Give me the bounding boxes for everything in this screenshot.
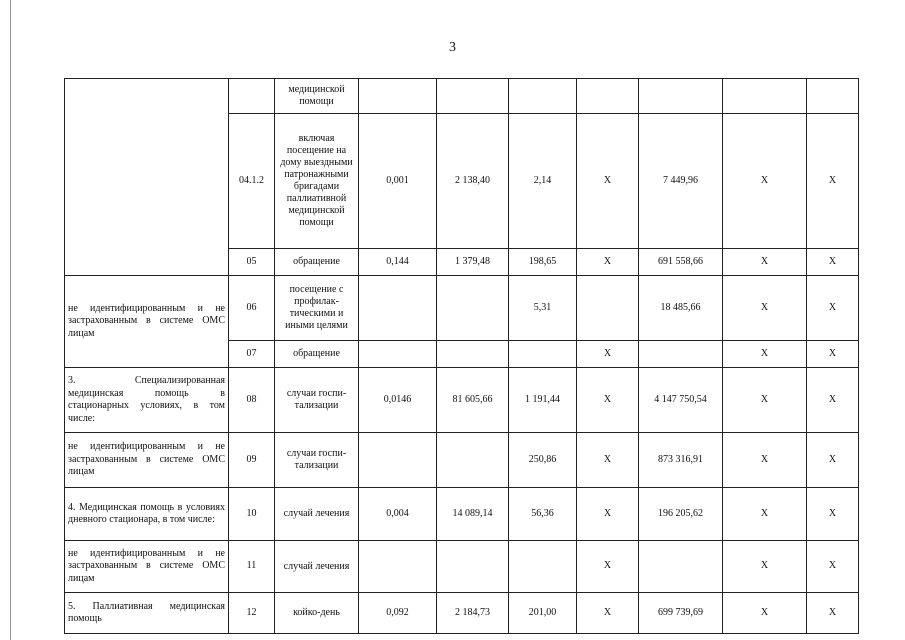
row-norm-cell <box>359 433 437 488</box>
row-x3-cell: X <box>807 593 859 634</box>
row-total-cell: 196 205,62 <box>639 488 723 541</box>
row-total-cell <box>639 341 723 368</box>
row-x2-cell: X <box>723 368 807 433</box>
row-unit-cell: случай лечения <box>275 488 359 541</box>
row-x3-cell: X <box>807 276 859 341</box>
financing-table <box>64 78 859 634</box>
row-x3-cell: X <box>807 433 859 488</box>
row-name-cell: 5. Паллиативная медицинская помощь <box>65 593 229 634</box>
row-total-cell: 699 739,69 <box>639 593 723 634</box>
page-number: 3 <box>449 40 456 55</box>
row-sum-cell: 5,31 <box>509 276 577 341</box>
table-row <box>65 433 859 488</box>
row-code-cell: 09 <box>229 433 275 488</box>
table-row <box>65 488 859 541</box>
row-name-cell: не идентифицированным и не застрахованным в системе ОМС лицам <box>65 276 229 368</box>
row-x2-cell: X <box>723 341 807 368</box>
row-name-cell <box>65 79 229 276</box>
row-name-cell: не идентифицированным и не застрахованным в системе ОМС лицам <box>65 433 229 488</box>
row-cost-cell <box>437 433 509 488</box>
row-cost-cell <box>437 276 509 341</box>
row-x3-cell <box>807 79 859 114</box>
row-unit-cell: включая посещение на дому выездными патронажными бригадами паллиативной медицинской помощи <box>275 114 359 249</box>
row-x1-cell: X <box>577 541 639 593</box>
row-cost-cell <box>437 541 509 593</box>
table-row <box>65 79 859 114</box>
row-unit-cell: случаи госпи-тализации <box>275 433 359 488</box>
row-norm-cell <box>359 541 437 593</box>
row-norm-cell <box>359 276 437 341</box>
row-sum-cell <box>509 541 577 593</box>
row-unit-cell: обращение <box>275 341 359 368</box>
row-x2-cell: X <box>723 488 807 541</box>
row-cost-cell <box>437 79 509 114</box>
row-name-cell: 3. Специализированная медицинская помощь в стационарных условиях, в том числе: <box>65 368 229 433</box>
row-x1-cell: X <box>577 488 639 541</box>
row-norm-cell: 0,144 <box>359 249 437 276</box>
row-unit-cell: случай лечения <box>275 541 359 593</box>
row-cost-cell: 2 138,40 <box>437 114 509 249</box>
row-x1-cell: X <box>577 433 639 488</box>
row-total-cell: 18 485,66 <box>639 276 723 341</box>
row-total-cell: 4 147 750,54 <box>639 368 723 433</box>
row-total-cell <box>639 79 723 114</box>
page-edge-line <box>10 0 11 640</box>
row-code-cell: 07 <box>229 341 275 368</box>
row-unit-cell: посещение с профилак-тическими и иными целями <box>275 276 359 341</box>
row-sum-cell: 198,65 <box>509 249 577 276</box>
row-code-cell: 08 <box>229 368 275 433</box>
row-cost-cell: 81 605,66 <box>437 368 509 433</box>
row-norm-cell: 0,0146 <box>359 368 437 433</box>
row-x2-cell <box>723 79 807 114</box>
row-code-cell: 05 <box>229 249 275 276</box>
row-x1-cell: X <box>577 249 639 276</box>
table-row <box>65 541 859 593</box>
row-sum-cell: 201,00 <box>509 593 577 634</box>
row-x1-cell: X <box>577 341 639 368</box>
row-x3-cell: X <box>807 341 859 368</box>
row-unit-cell: медицинской помощи <box>275 79 359 114</box>
row-code-cell <box>229 79 275 114</box>
row-norm-cell <box>359 79 437 114</box>
row-norm-cell: 0,001 <box>359 114 437 249</box>
row-sum-cell <box>509 79 577 114</box>
row-name-cell: не идентифицированным и не застрахованным в системе ОМС лицам <box>65 541 229 593</box>
row-x1-cell: X <box>577 114 639 249</box>
row-x1-cell: X <box>577 368 639 433</box>
row-x3-cell: X <box>807 488 859 541</box>
row-x1-cell <box>577 79 639 114</box>
row-total-cell: 691 558,66 <box>639 249 723 276</box>
row-x3-cell: X <box>807 114 859 249</box>
table-row <box>65 276 859 341</box>
table-row <box>65 593 859 634</box>
row-sum-cell <box>509 341 577 368</box>
row-sum-cell: 250,86 <box>509 433 577 488</box>
row-x2-cell: X <box>723 276 807 341</box>
row-x1-cell: X <box>577 593 639 634</box>
row-total-cell: 873 316,91 <box>639 433 723 488</box>
row-x3-cell: X <box>807 541 859 593</box>
row-x2-cell: X <box>723 541 807 593</box>
row-x1-cell <box>577 276 639 341</box>
row-x2-cell: X <box>723 593 807 634</box>
row-code-cell: 12 <box>229 593 275 634</box>
row-norm-cell: 0,092 <box>359 593 437 634</box>
row-x2-cell: X <box>723 114 807 249</box>
row-unit-cell: случаи госпи-тализации <box>275 368 359 433</box>
row-name-cell: 4. Медицинская помощь в условиях дневного стационара, в том числе: <box>65 488 229 541</box>
row-x3-cell: X <box>807 368 859 433</box>
row-total-cell: 7 449,96 <box>639 114 723 249</box>
row-sum-cell: 1 191,44 <box>509 368 577 433</box>
row-code-cell: 06 <box>229 276 275 341</box>
row-cost-cell: 14 089,14 <box>437 488 509 541</box>
row-total-cell <box>639 541 723 593</box>
row-code-cell: 10 <box>229 488 275 541</box>
row-code-cell: 11 <box>229 541 275 593</box>
row-unit-cell: обращение <box>275 249 359 276</box>
row-cost-cell: 1 379,48 <box>437 249 509 276</box>
row-code-cell: 04.1.2 <box>229 114 275 249</box>
row-unit-cell: койко-день <box>275 593 359 634</box>
row-norm-cell: 0,004 <box>359 488 437 541</box>
row-sum-cell: 2,14 <box>509 114 577 249</box>
row-x2-cell: X <box>723 433 807 488</box>
row-cost-cell <box>437 341 509 368</box>
row-x3-cell: X <box>807 249 859 276</box>
row-sum-cell: 56,36 <box>509 488 577 541</box>
row-x2-cell: X <box>723 249 807 276</box>
table-row <box>65 368 859 433</box>
row-norm-cell <box>359 341 437 368</box>
row-cost-cell: 2 184,73 <box>437 593 509 634</box>
